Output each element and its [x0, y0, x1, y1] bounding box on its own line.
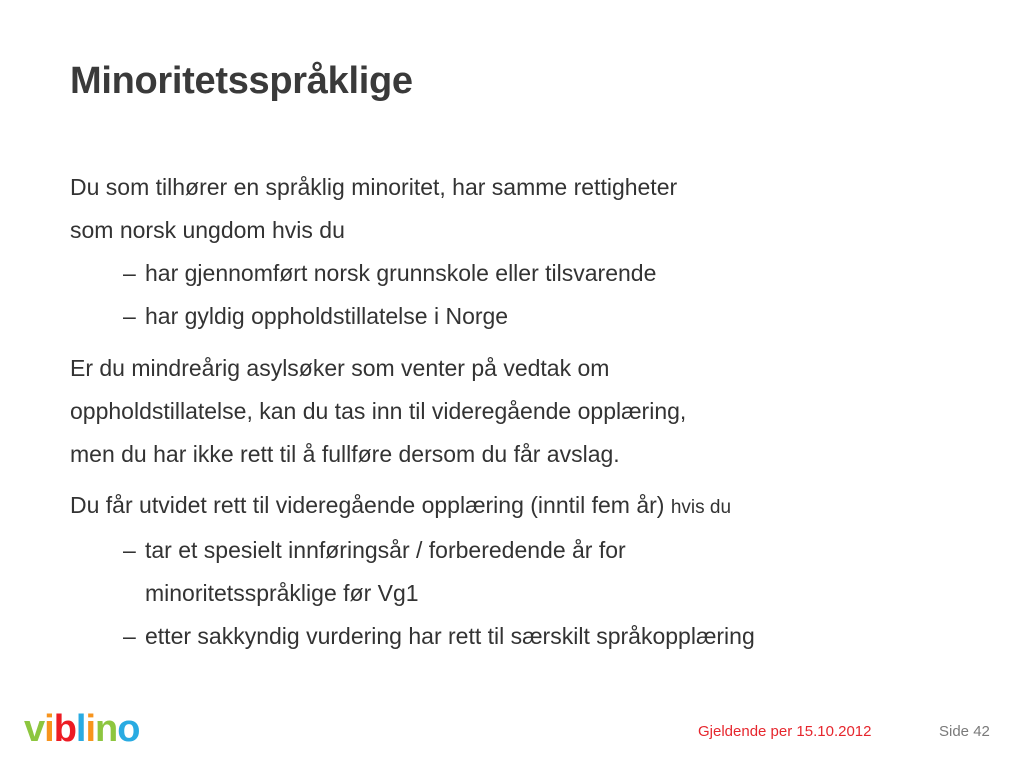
- logo-letter: i: [85, 708, 96, 750]
- logo-letter: n: [95, 708, 118, 750]
- section-1-line-1: Du som tilhører en språklig minoritet, har samme rettigheter: [70, 174, 678, 200]
- section-2-line-2: oppholdstillatelse, kan du tas inn til videregående opplæring,: [70, 398, 687, 424]
- logo-letter: v: [24, 708, 45, 750]
- viblino-logo: [24, 704, 139, 754]
- section-2-line-1: Er du mindreårig asylsøker som venter på vedtak om: [70, 355, 610, 381]
- bullet-item: [123, 615, 755, 658]
- section-3: [70, 484, 755, 658]
- bullet-text: har gjennomført norsk grunnskole eller tilsvarende: [145, 260, 657, 286]
- page-number: Side 42: [939, 723, 990, 740]
- section-3-line-1: [70, 484, 755, 529]
- section-1-line-2: som norsk ungdom hvis du: [70, 217, 345, 243]
- section-3-line-1-small: hvis du: [670, 497, 732, 518]
- bullet-item: [123, 529, 755, 572]
- section-3-line-1-main: Du får utvidet rett til videregående opplæring (inntil fem år): [70, 492, 665, 518]
- footer-date: Gjeldende per 15.10.2012: [698, 723, 872, 740]
- dash: –: [123, 537, 136, 563]
- bullet-continuation: minoritetsspråklige før Vg1: [145, 580, 419, 606]
- dash: –: [123, 303, 136, 329]
- logo-letter: b: [53, 708, 76, 750]
- dash: –: [123, 623, 136, 649]
- bullet-text: tar et spesielt innføringsår / forberedende år for: [145, 537, 626, 563]
- logo-letter: i: [44, 708, 54, 750]
- section-1: [70, 166, 677, 338]
- bullet-text: har gyldig oppholdstillatelse i Norge: [145, 303, 509, 329]
- bullet-item: [123, 295, 677, 338]
- logo-letter: l: [75, 708, 86, 750]
- bullet-text: etter sakkyndig vurdering har rett til særskilt språkopplæring: [145, 623, 755, 649]
- logo-letter: o: [117, 708, 140, 750]
- slide-title: Minoritetsspråklige: [70, 60, 413, 102]
- section-2-line-3: men du har ikke rett til å fullføre dersom du får avslag.: [70, 441, 620, 467]
- bullet-item: [123, 252, 677, 295]
- dash: –: [123, 260, 136, 286]
- section-2: [70, 347, 686, 476]
